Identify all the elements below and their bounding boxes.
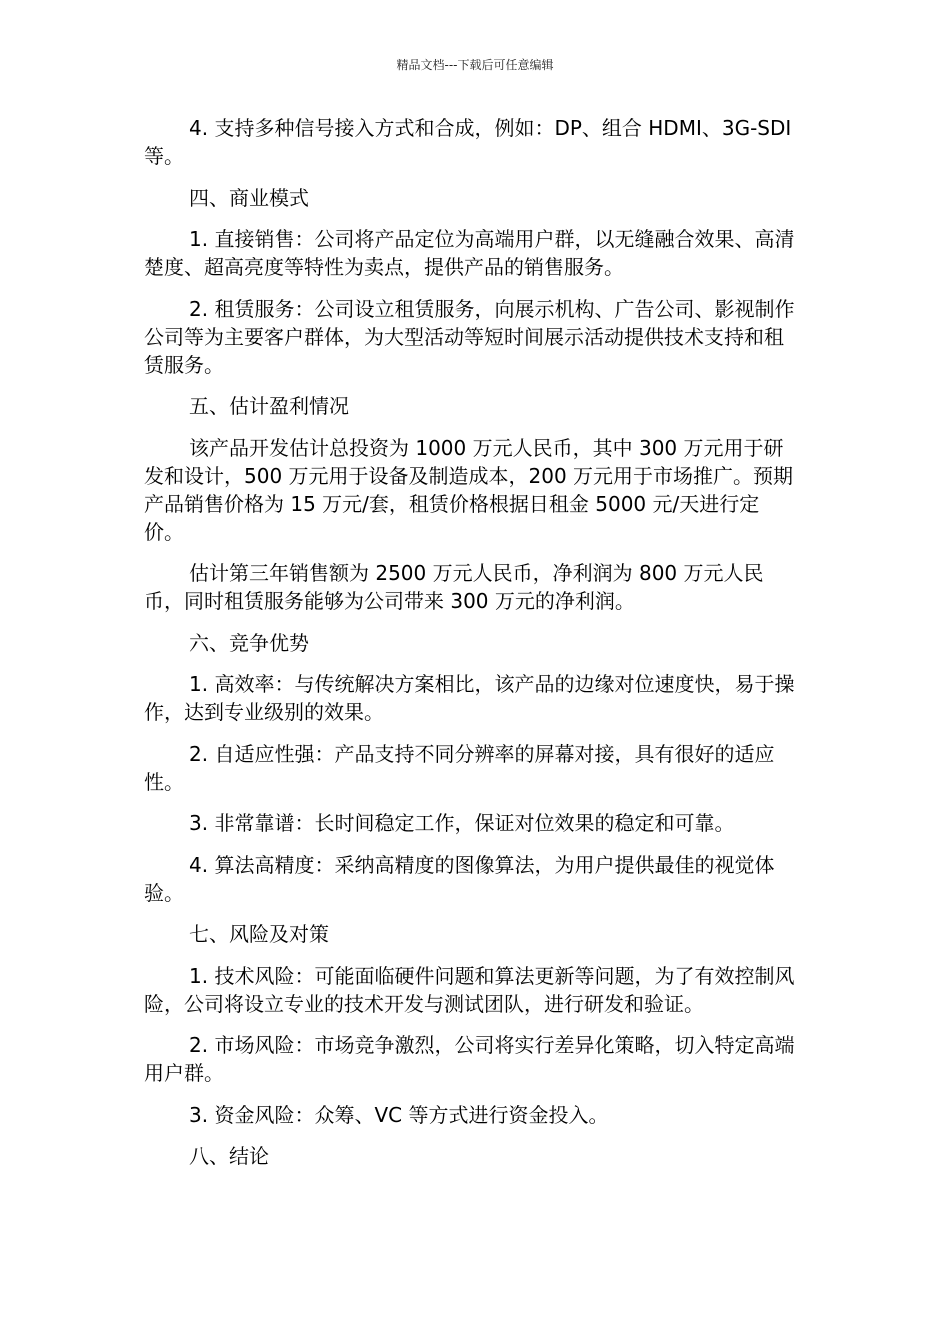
paragraph-funding-risk: 3. 资金风险：众筹、VC 等方式进行资金投入。 — [189, 1102, 609, 1127]
paragraph-third-year-sales: 估计第三年销售额为 2500 万元人民币，净利润为 800 万元人民币，同时租赁服务能够为公司带来 300 万元的净利润。 — [144, 561, 764, 613]
paragraph-high-efficiency: 1. 高效率：与传统解决方案相比，该产品的边缘对位速度快，易于操作，达到专业级别的效果。 — [144, 672, 795, 724]
section-heading-profit-estimate: 五、估计盈利情况 — [189, 394, 349, 418]
paragraph-investment: 该产品开发估计总投资为 1000 万元人民币，其中 300 万元用于研发和设计，500 万元用于设备及制造成本，200 万元用于市场推广。预期产品销售价格为 15 万元/套，租赁价格根据日租金 5000 元/天进行定价。 — [144, 435, 794, 544]
section-heading-conclusion: 八、结论 — [189, 1144, 269, 1168]
paragraph-rental-service: 2. 租赁服务：公司设立租赁服务，向展示机构、广告公司、影视制作公司等为主要客户群体，为大型活动等短时间展示活动提供技术支持和租赁服务。 — [144, 296, 795, 377]
paragraph-signal-input: 4. 支持多种信号接入方式和合成，例如：DP、组合 HDMI、3G-SDI 等。 — [144, 116, 792, 168]
paragraph-adaptability: 2. 自适应性强：产品支持不同分辨率的屏幕对接，具有很好的适应性。 — [144, 741, 775, 794]
section-heading-risks: 七、风险及对策 — [189, 922, 329, 946]
paragraph-direct-sales: 1. 直接销售：公司将产品定位为高端用户群，以无缝融合效果、高清楚度、超高亮度等特性为卖点，提供产品的销售服务。 — [144, 227, 795, 279]
document-body — [144, 114, 799, 1184]
paragraph-market-risk: 2. 市场风险：市场竞争激烈，公司将实行差异化策略，切入特定高端用户群。 — [144, 1033, 795, 1085]
section-heading-business-model: 四、商业模式 — [189, 185, 309, 210]
page-header: 精品文档---下载后可任意编辑 — [396, 58, 554, 72]
paragraph-technical-risk: 1. 技术风险：可能面临硬件问题和算法更新等问题，为了有效控制风险，公司将设立专业的技术开发与测试团队，进行研发和验证。 — [144, 963, 795, 1016]
section-heading-competitive-advantage: 六、竞争优势 — [189, 630, 309, 655]
paragraph-algorithm-precision: 4. 算法高精度：采纳高精度的图像算法，为用户提供最佳的视觉体验。 — [144, 852, 775, 905]
paragraph-reliability: 3. 非常靠谱：长时间稳定工作，保证对位效果的稳定和可靠。 — [189, 811, 735, 835]
